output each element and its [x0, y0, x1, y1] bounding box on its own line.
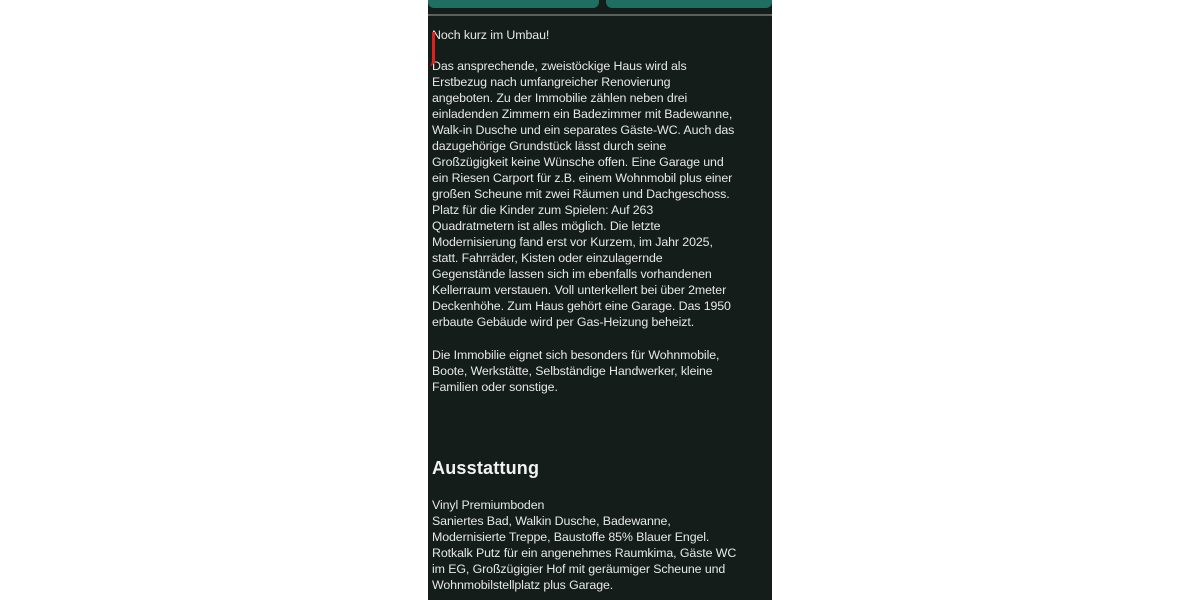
suitability-line: Boote, Werkstätte, Selbständige Handwerker, kleine	[432, 364, 713, 378]
description-line: Quadratmetern ist alles möglich. Die letzte	[432, 219, 661, 233]
description-line: Modernisierung fand erst vor Kurzem, im Jahr 2025,	[432, 235, 713, 249]
description-line: Walk-in Dusche und ein separates Gäste-WC. Auch das	[432, 123, 735, 137]
description-text	[432, 58, 772, 330]
description-line: angeboten. Zu der Immobilie zählen neben drei	[432, 91, 688, 105]
divider	[428, 14, 772, 16]
equipment-line: Rotkalk Putz für ein angenehmes Raumkima, Gäste WC	[432, 546, 737, 560]
top-right-button[interactable]	[606, 0, 772, 8]
description-line: Deckenhöhe. Zum Haus gehört eine Garage. Das 1950	[432, 299, 731, 313]
description-line: Großzügigkeit keine Wünsche offen. Eine Garage und	[432, 155, 724, 169]
equipment-line: Vinyl Premiumboden	[432, 498, 545, 512]
description-line: einladenden Zimmern ein Badezimmer mit Badewanne,	[432, 107, 733, 121]
equipment-heading: Ausstattung	[432, 458, 540, 478]
equipment-text	[432, 497, 772, 593]
description-line: großen Scheune mit zwei Räumen und Dachgeschoss.	[432, 187, 730, 201]
equipment-line: Wohnmobilstellplatz plus Garage.	[432, 578, 614, 592]
listing-description-panel	[428, 0, 772, 600]
description-line: Das ansprechende, zweistöckige Haus wird als	[432, 59, 687, 73]
description-line: Platz für die Kinder zum Spielen: Auf 263	[432, 203, 654, 217]
equipment-line: im EG, Großzügigier Hof mit geräumiger Scheune und	[432, 562, 726, 576]
suitability-text	[432, 347, 772, 395]
description-line: Gegenstände lassen sich im ebenfalls vorhandenen	[432, 267, 712, 281]
description-line: dazugehörige Grundstück lässt durch seine	[432, 139, 667, 153]
equipment-line: Saniertes Bad, Walkin Dusche, Badewanne,	[432, 514, 671, 528]
red-annotation-mark	[428, 32, 435, 66]
description-line: erbaute Gebäude wird per Gas-Heizung beheizt.	[432, 315, 695, 329]
suitability-line: Die Immobilie eignet sich besonders für Wohnmobile,	[432, 348, 720, 362]
equipment-line: Modernisierte Treppe, Baustoffe 85% Blauer Engel.	[432, 530, 710, 544]
description-line: Erstbezug nach umfangreicher Renovierung	[432, 75, 671, 89]
suitability-line: Familien oder sonstige.	[432, 380, 558, 394]
description-line: Kellerraum verstauen. Voll unterkellert bei über 2meter	[432, 283, 727, 297]
description-line: ein Riesen Carport für z.B. einem Wohnmobil plus einer	[432, 171, 733, 185]
description-line: statt. Fahrräder, Kisten oder einzulagernde	[432, 251, 663, 265]
intro-text: Noch kurz im Umbau!	[432, 28, 550, 42]
top-left-button[interactable]	[428, 0, 599, 8]
